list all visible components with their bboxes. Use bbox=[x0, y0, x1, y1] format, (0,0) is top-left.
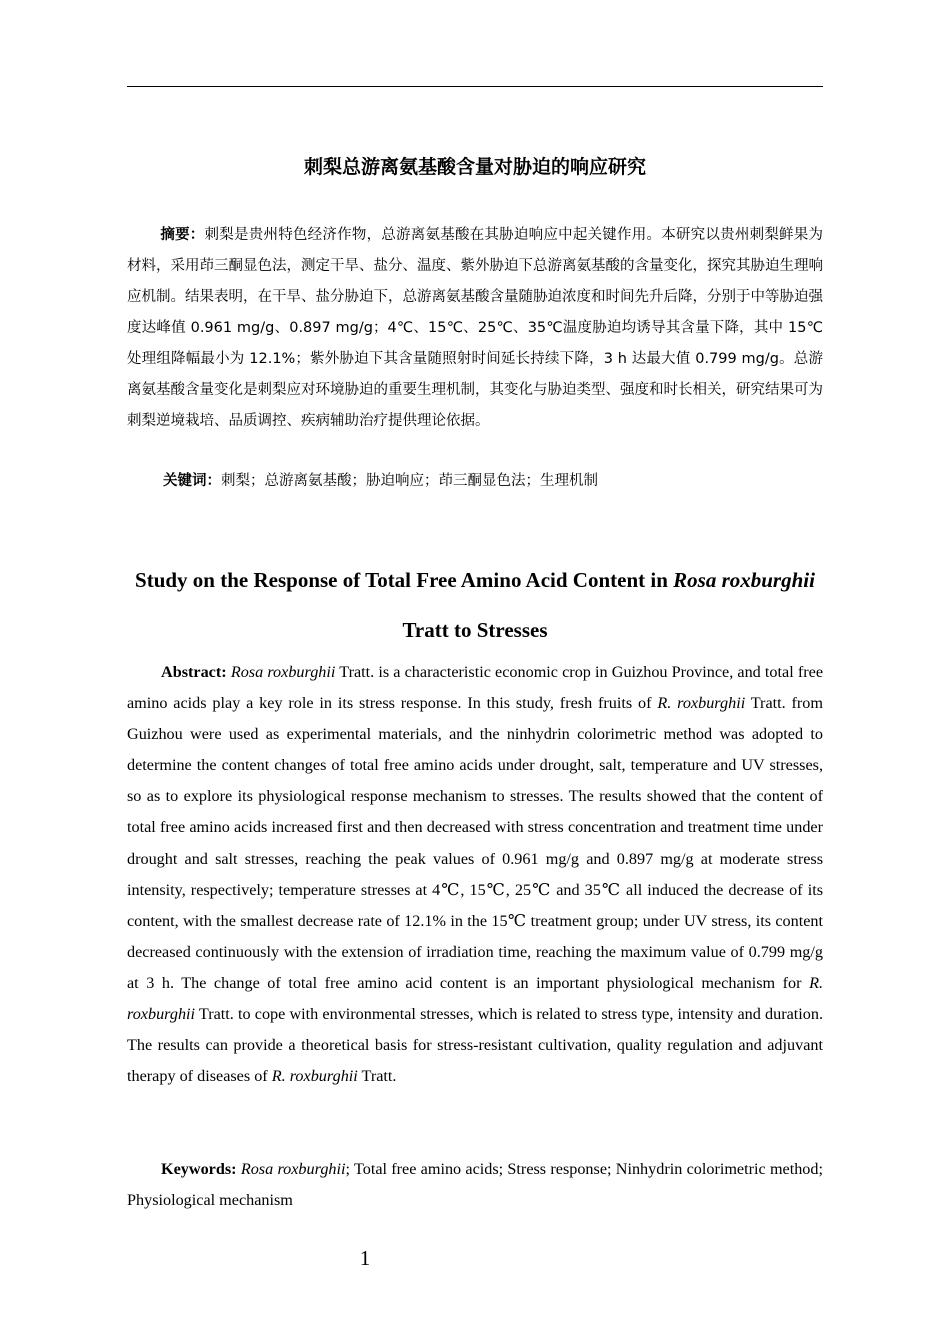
english-keywords-species: Rosa roxburghii bbox=[240, 1160, 346, 1178]
english-title-part2: Tratt to Stresses bbox=[402, 618, 548, 642]
english-title-species: Rosa roxburghii bbox=[673, 568, 815, 592]
header-rule bbox=[127, 86, 823, 87]
english-keywords-label: Keywords: bbox=[161, 1160, 237, 1178]
english-abstract bbox=[127, 657, 823, 1092]
english-keywords-text: ; Total free amino acids; Stress response; Ninhydrin colorimetric method; Physiological mechanism bbox=[127, 1160, 823, 1209]
english-keywords bbox=[127, 1154, 823, 1216]
english-abstract-species-2: R. roxburghii bbox=[657, 694, 746, 713]
english-abstract-text-1: Tratt. is a characteristic economic crop in Guizhou Province, and total free amino acids play a key role in its stress response. In this study, fresh fruits of bbox=[127, 663, 824, 713]
chinese-keywords-label: 关键词： bbox=[163, 473, 221, 489]
chinese-abstract-text: 刺梨是贵州特色经济作物，总游离氨基酸在其胁迫响应中起关键作用。本研究以贵州刺梨鲜果为材料，采用茚三酮显色法，测定干旱、盐分、温度、紫外胁迫下总游离氨基酸的含量变化，探究其胁迫生理响应机制。结果表明，在干旱、盐分胁迫下，总游离氨基酸含量随胁迫浓度和时间先升后降，分别于中等胁迫强度达峰值 0.961 mg/g、0.897 mg/g；4℃、15℃、25℃、35℃温度胁迫均诱导其含量下降，其中 15℃处理组降幅最小为 12.1%；紫外胁迫下其含量随照射时间延长持续下降，3 h 达最大值 0.799 mg/g。总游离氨基酸含量变化是刺梨应对环境胁迫的重要生理机制，其变化与胁迫类型、强度和时长相关，研究结果可为刺梨逆境栽培、品质调控、疾病辅助治疗提供理论依据。 bbox=[127, 227, 824, 429]
english-abstract-text-2: Tratt. from Guizhou were used as experimental materials, and the ninhydrin colorimetric method was adopted to determine the content changes of total free amino acids under drought, salt, temperature and UV stresses, so as to explore its physiological response mechanism to stresses. The results showed that the content of total free amino acids increased first and then decreased with stress concentration and treatment time under drought and salt stresses, reaching the peak values of 0.961 mg/g and 0.897 mg/g at moderate stress intensity, respectively; temperature stresses at 4℃, 15℃, 25℃ and 35℃ all induced the decrease of its content, with the smallest decrease rate of 12.1% in the 15℃ treatment group; under UV stress, its content decreased continuously with the extension of irradiation time, reaching the maximum value of 0.799 mg/g at 3 h. The change of total free amino acid content is an important physiological mechanism for bbox=[127, 694, 823, 992]
chinese-keywords bbox=[163, 466, 823, 497]
chinese-keywords-text: 刺梨；总游离氨基酸；胁迫响应；茚三酮显色法；生理机制 bbox=[221, 473, 598, 489]
english-abstract-species-1: Rosa roxburghii bbox=[230, 663, 336, 681]
english-abstract-text-4: Tratt. bbox=[357, 1067, 397, 1086]
english-abstract-label: Abstract: bbox=[161, 663, 227, 681]
english-abstract-species-3: R. roxburghii bbox=[127, 973, 823, 1024]
english-abstract-text-3: Tratt. to cope with environmental stresses, which is related to stress type, intensity and duration. The results can provide a theoretical basis for stress-resistant cultivation, quality regulation and adjuvant therapy of diseases of bbox=[127, 1005, 823, 1086]
english-abstract-species-4: R. roxburghii bbox=[271, 1067, 358, 1086]
chinese-abstract bbox=[127, 220, 823, 437]
english-title-part1: Study on the Response of Total Free Amino Acid Content in bbox=[135, 568, 674, 592]
page-number: 1 bbox=[359, 1246, 371, 1270]
chinese-abstract-label: 摘要： bbox=[160, 227, 205, 243]
english-title bbox=[127, 555, 823, 655]
chinese-title: 刺梨总游离氨基酸含量对胁迫的响应研究 bbox=[303, 156, 646, 178]
